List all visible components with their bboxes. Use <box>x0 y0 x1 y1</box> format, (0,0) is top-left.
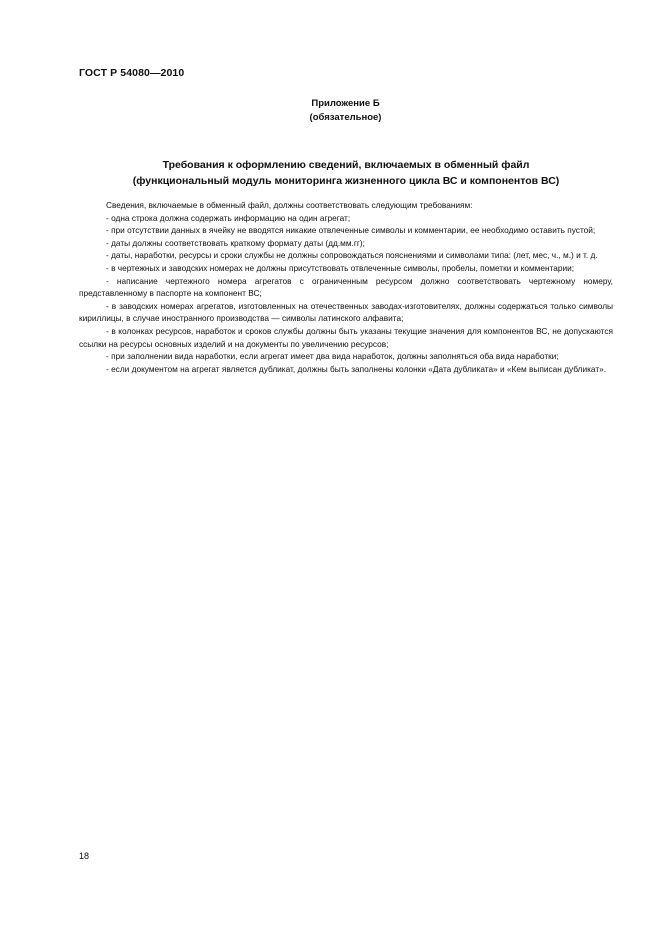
appendix-status: (обязательное) <box>309 112 382 123</box>
requirement-item: - в колонках ресурсов, наработок и сроков службы должны быть указаны текущие значения для компонентов ВС, не допускаются ссылки на ресурсы основных изделий и на документы по увеличению ресурсов; <box>79 325 613 349</box>
page-number: 18 <box>79 851 90 861</box>
requirement-item: - в заводских номерах агрегатов, изготовленных на отечественных заводах-изготовителях, должны содержаться только символы кириллицы, в случае иностранного производства — символы латинского алфавита; <box>79 300 613 324</box>
intro-paragraph: Сведения, включаемые в обменный файл, должны соответствовать следующим требованиям: <box>106 200 473 210</box>
section-heading-line-1: Требования к оформлению сведений, включаемых в обменный файл <box>162 159 530 171</box>
requirement-item: - даты, наработки, ресурсы и сроки службы не должны сопровождаться пояснениями и символами типа: (лет, мес, ч., м.) и т. д. <box>106 250 598 261</box>
requirement-item: - одна строка должна содержать информацию на один агрегат; <box>106 212 351 223</box>
requirement-item: - при заполнении вида наработки, если агрегат имеет два вида наработок, должны заполняться оба вида наработки; <box>106 351 559 362</box>
requirement-item: - в чертежных и заводских номерах не должны присутствовать отвлеченные символы, пробелы, пометки и комментарии; <box>106 262 575 273</box>
requirement-item: - написание чертежного номера агрегатов с ограниченным ресурсом должно соответствовать чертежному номеру, представленному в паспорте на компонент ВС; <box>79 275 613 299</box>
requirement-item: - при отсутствии данных в ячейку не вводятся никакие отвлеченные символы и комментарии, ее необходимо оставить пустой; <box>106 225 596 236</box>
document-header: ГОСТ Р 54080—2010 <box>79 67 185 79</box>
requirements-body <box>79 199 613 375</box>
requirement-item: - если документом на агрегат является дубликат, должны быть заполнены колонки «Дата дубликата» и «Кем выписан дубликат». <box>106 363 607 374</box>
section-heading <box>79 157 613 189</box>
section-heading-line-2: (функциональный модуль мониторинга жизненного цикла ВС и компонентов ВС) <box>132 175 560 187</box>
appendix-title: Приложение Б <box>311 98 380 109</box>
requirement-item: - даты должны соответствовать краткому формату даты (дд.мм.гг); <box>106 237 365 248</box>
appendix-title-block <box>0 97 661 125</box>
